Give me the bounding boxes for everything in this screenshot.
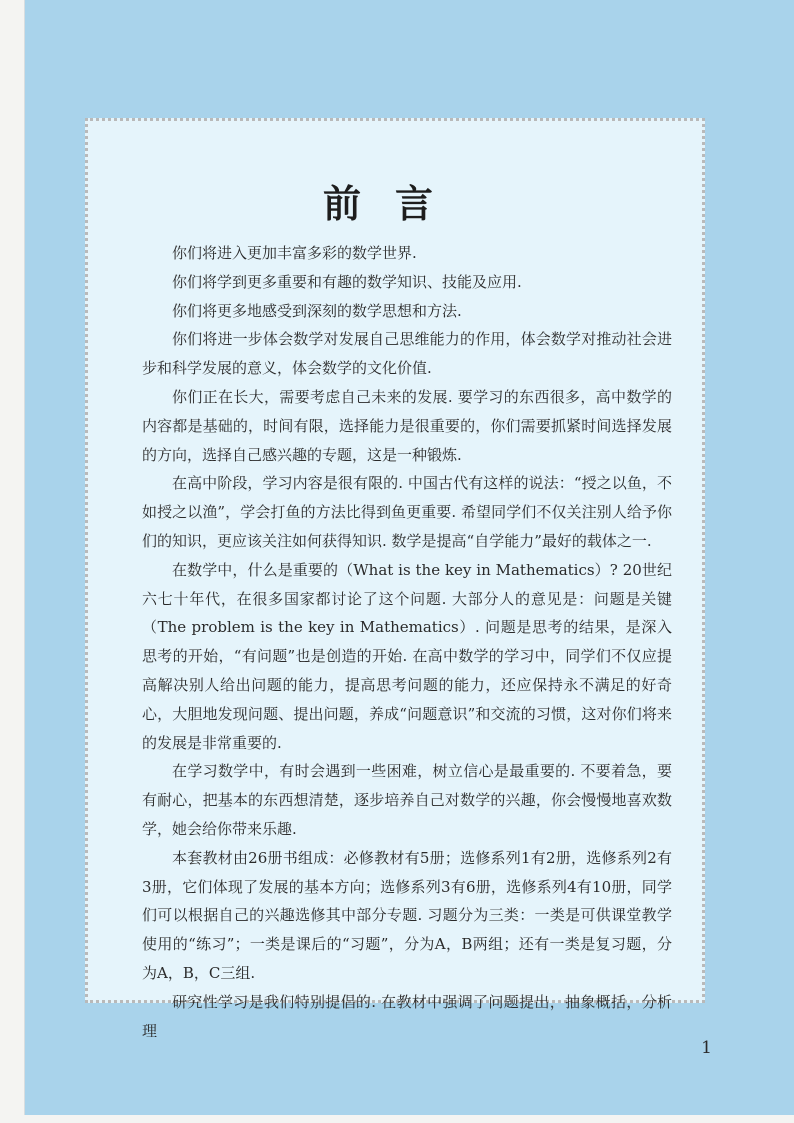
- paragraph-2: 你们将学到更多重要和有趣的数学知识、技能及应用.: [172, 272, 522, 291]
- paper-left-edge: [0, 0, 25, 1123]
- paragraph-3: 你们将更多地感受到深刻的数学思想和方法.: [172, 301, 462, 320]
- paper-bottom-edge: [0, 1115, 794, 1123]
- paragraph-9: 本套教材由26册书组成：必修教材有5册；选修系列1有2册，选修系列2有3册，它们体现了发展的基本方向；选修系列3有6册，选修系列4有10册，同学们可以根据自己的兴趣选修其中部分专题. 习题分为三类：一类是可供课堂教学使用的“练习”；一类是课后的“习题”，分为A，B两组；还有一类是复习题，分为A，B，C三组.: [142, 848, 672, 982]
- preface-body: [142, 239, 672, 1045]
- paragraph-1: 你们将进入更加丰富多彩的数学世界.: [172, 244, 417, 262]
- paragraph-10: 研究性学习是我们特别提倡的. 在教材中强调了问题提出，抽象概括，分析理: [142, 992, 672, 1040]
- page-title: 前言: [322, 182, 467, 226]
- paragraph-7: 在数学中，什么是重要的（What is the key in Mathematics）? 20世纪六七十年代，在很多国家都讨论了这个问题. 大部分人的意见是：问题是关键（The problem is the key in Mathematics）. 问题是思考的结果，是深入思考的开始，“有问题”也是创造的开始. 在高中数学的学习中，同学们不仅应提高解决别人给出问题的能力，提高思考问题的能力，还应保持永不满足的好奇心，大胆地发现问题、提出问题，养成“问题意识”和交流的习惯，这对你们将来的发展是非常重要的.: [142, 560, 672, 752]
- paragraph-4: 你们将进一步体会数学对发展自己思维能力的作用，体会数学对推动社会进步和科学发展的意义，体会数学的文化价值.: [142, 330, 672, 378]
- paragraph-5: 你们正在长大，需要考虑自己未来的发展. 要学习的东西很多，高中数学的内容都是基础的，时间有限，选择能力是很重要的，你们需要抓紧时间选择发展的方向，选择自己感兴趣的专题，这是一种锻炼.: [142, 387, 672, 464]
- preface-panel: [85, 118, 705, 1040]
- paragraph-6: 在高中阶段，学习内容是很有限的. 中国古代有这样的说法：“授之以鱼，不如授之以渔”，学会打鱼的方法比得到鱼更重要. 希望同学们不仅关注别人给予你们的知识，更应该关注如何获得知识. 数学是提高“自学能力”最好的载体之一.: [142, 474, 672, 550]
- page-number: 1: [701, 1038, 712, 1058]
- paragraph-8: 在学习数学中，有时会遇到一些困难，树立信心是最重要的. 不要着急，要有耐心，把基本的东西想清楚，逐步培养自己对数学的兴趣，你会慢慢地喜欢数学，她会给你带来乐趣.: [142, 762, 672, 838]
